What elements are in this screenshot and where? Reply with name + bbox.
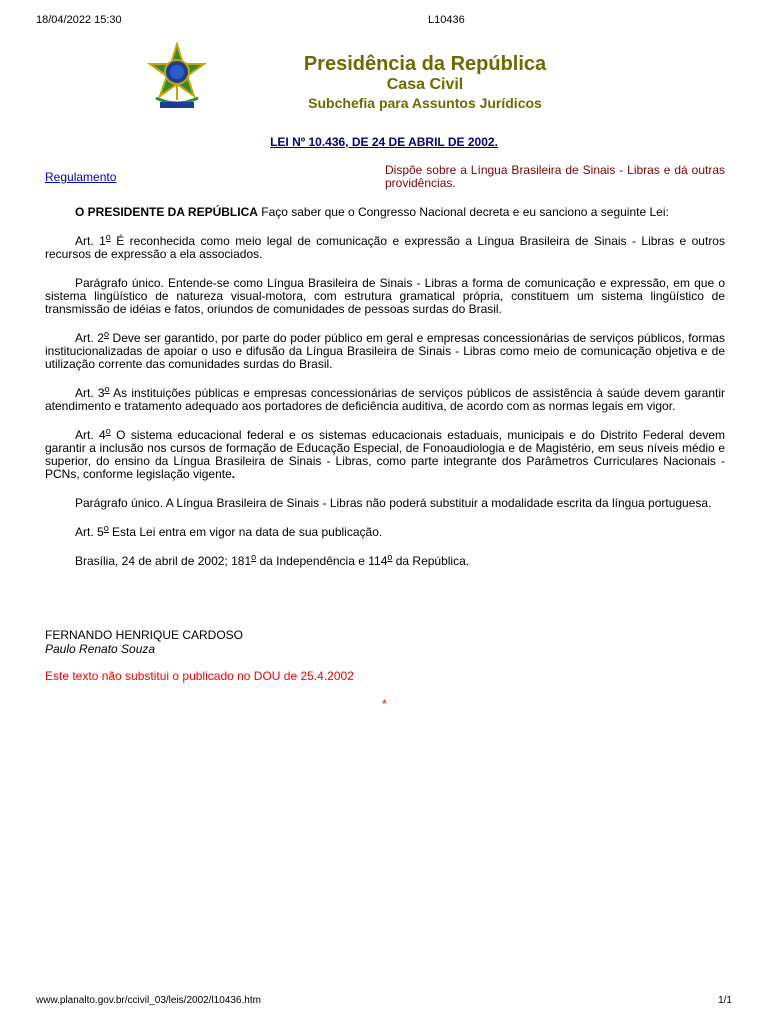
art4-end: . (231, 467, 236, 481)
art2-text: Deve ser garantido, por parte do poder público em geral e empresas concessionárias de serviços públicos, formas institucionalizadas de apoiar o uso e difusão da Língua Brasileira de Sinais - Libras como meio de comunicação objetiva e de utilização corrente das comunidades surdas do Brasil. (45, 331, 725, 371)
art5-text: Esta Lei entra em vigor na data de sua publicação. (108, 525, 383, 539)
minister-signature: Paulo Renato Souza (45, 642, 156, 656)
brazil-coat-of-arms-emblem (146, 42, 208, 114)
preamble-text: Faço saber que o Congresso Nacional decreta e eu sanciono a seguinte Lei: (257, 205, 669, 219)
casa-civil-subtitle: Casa Civil (386, 76, 464, 93)
presidency-title: Presidência da República (303, 53, 547, 75)
date-part-b: da Independência e 114 (256, 554, 388, 568)
print-footer (36, 995, 732, 1009)
art2-ordinal: o (103, 329, 109, 339)
print-header (36, 14, 732, 28)
article-1 (45, 232, 725, 261)
article-1-paragraph: Parágrafo único. Entende-se como Língua Brasileira de Sinais - Libras a forma de comunicação e expressão, em que o sistema lingüístico de natureza visual-motora, com estrutura gramatical própria, constituem um sistema lingüístico de transmissão de idéias e fatos, oriundos de comunidades de pessoas surdas do Brasil. (45, 276, 725, 316)
print-page-count: 1/1 (718, 995, 732, 1006)
date-part-c: da República. (392, 554, 470, 568)
print-url: www.planalto.gov.br/ccivil_03/leis/2002/l10436.htm (36, 995, 261, 1006)
date-line (45, 552, 725, 568)
signatures (45, 628, 243, 656)
dou-note: Este texto não substitui o publicado no DOU de 25.4.2002 (45, 669, 354, 683)
preamble (45, 206, 725, 219)
law-body (45, 206, 725, 584)
art4-ordinal: o (105, 426, 111, 436)
date-part-a: Brasília, 24 de abril de 2002; 181 (75, 554, 252, 568)
print-datetime: 18/04/2022 15:30 (36, 14, 122, 26)
law-title-link[interactable]: LEI Nº 10.436, DE 24 DE ABRIL DE 2002. (270, 135, 498, 149)
print-doc-id: L10436 (428, 14, 465, 26)
government-header (260, 52, 590, 112)
president-signature: FERNANDO HENRIQUE CARDOSO (45, 628, 244, 642)
department-title: Subchefia para Assuntos Jurídicos (308, 95, 542, 111)
art5-ordinal: o (103, 523, 109, 533)
regulamento-link[interactable]: Regulamento (45, 170, 117, 184)
article-2 (45, 329, 725, 371)
art1-text: É reconhecida como meio legal de comunicação e expressão a Língua Brasileira de Sinais - Libras e outros recursos de expressão a ela associados. (45, 234, 725, 261)
art4-label: Art. 4 (75, 428, 106, 442)
article-4 (45, 426, 725, 481)
art3-text: As instituições públicas e empresas concessionárias de serviços públicos de assistência à saúde devem garantir atendimento e tratamento adequado aos portadores de deficiência auditiva, de acordo com as normas legais em vigor. (45, 386, 725, 413)
art3-ordinal: o (104, 384, 110, 394)
ementa: Dispõe sobre a Língua Brasileira de Sinais - Libras e dá outras providências. (385, 163, 725, 190)
date-ordinal-2: o (387, 552, 393, 562)
art2-label: Art. 2 (75, 331, 104, 345)
art3-label: Art. 3 (75, 386, 105, 400)
article-3 (45, 384, 725, 413)
art4-text: O sistema educacional federal e os sistemas educacionais estaduais, municipais e do Distrito Federal devem garantir a inclusão nos cursos de formação de Educação Especial, de Fonoaudiologia e de Magistério, em seus níveis médio e superior, do ensino da Língua Brasileira de Sinais - Libras, como parte integrante dos Parâmetros Curriculares Nacionais - PCNs, conforme legislação vigente (45, 428, 725, 481)
preamble-president: O PRESIDENTE DA REPÚBLICA (75, 205, 258, 219)
art1-label: Art. 1 (75, 234, 106, 248)
art1-ordinal: o (105, 232, 111, 242)
asterisk-marker: * (382, 697, 387, 711)
article-4-paragraph: Parágrafo único. A Língua Brasileira de Sinais - Libras não poderá substituir a modalidade escrita da língua portuguesa. (75, 496, 712, 510)
law-title (0, 135, 768, 149)
art5-label: Art. 5 (75, 525, 104, 539)
date-ordinal-1: o (251, 552, 257, 562)
article-5 (45, 523, 725, 539)
